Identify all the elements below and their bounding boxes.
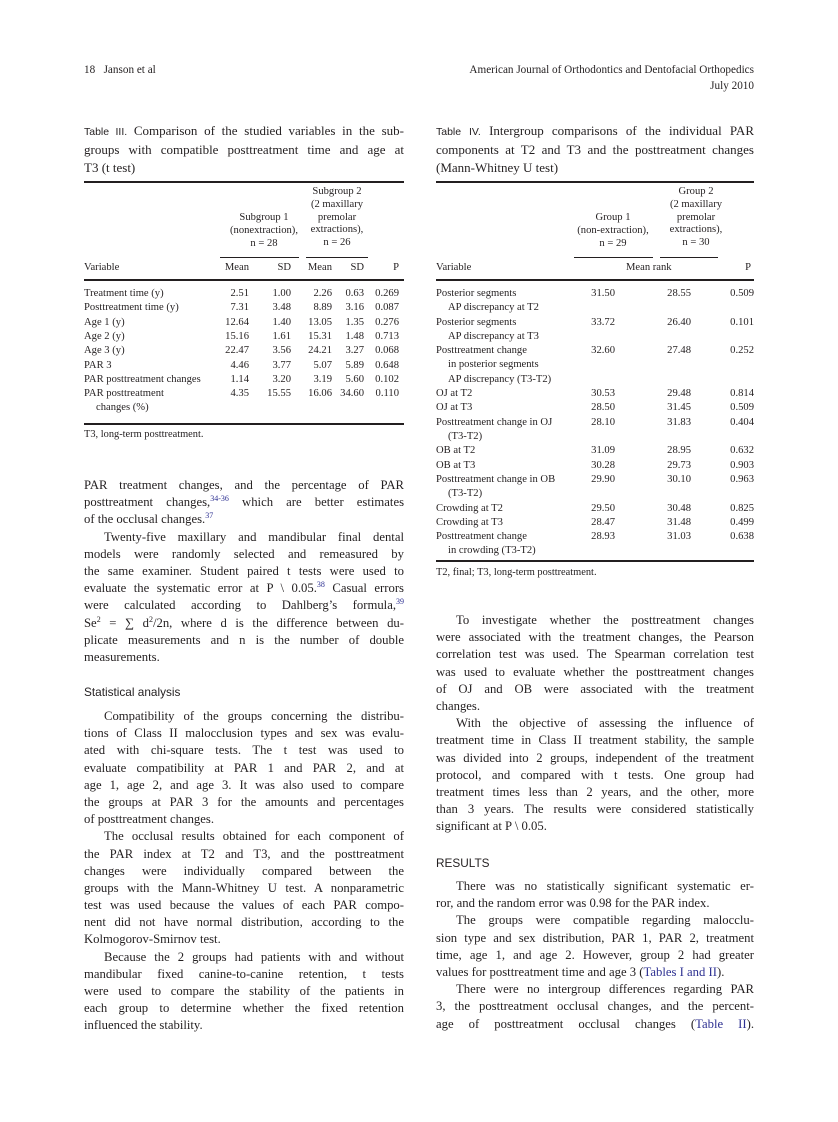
- row-label: OJ at T2: [436, 388, 473, 400]
- cell-sd1: 3.56: [272, 345, 291, 357]
- text-line: Because the 2 groups had patients with and without: [104, 949, 404, 964]
- caption-line: components at T2 and T3 and the posttreatment changes: [436, 141, 754, 157]
- text-line: There were no intergroup differences regarding PAR: [456, 982, 754, 997]
- table-bottom-rule: [436, 560, 754, 562]
- text-line: correlation test was used. The Spearman correlation test: [436, 647, 754, 662]
- row-label: Posttreatment change: [436, 531, 527, 543]
- text-line: was divided into 2 groups, independent of the treatment: [436, 750, 754, 765]
- cell-m2: 3.19: [313, 373, 332, 385]
- text-line: 3, the posttreatment occlusal changes, and the percent-: [436, 999, 754, 1014]
- group1-header: [224, 212, 304, 250]
- cell-group2: 28.95: [667, 445, 691, 457]
- section-heading-results: RESULTS: [436, 856, 490, 870]
- cell-group2: 31.83: [667, 416, 691, 428]
- row-label-continued: (T3-T2): [448, 488, 483, 500]
- caption-line: T3 (t test): [84, 160, 136, 175]
- text-line: the groups at PAR 3 for the amounts and percentages: [84, 794, 404, 809]
- reference-superscript[interactable]: 37: [205, 511, 214, 521]
- table3-footnote: T3, long-term posttreatment.: [84, 429, 204, 440]
- reference-superscript[interactable]: 34-36: [210, 494, 229, 504]
- cell-group1: 30.28: [591, 459, 615, 471]
- cell-sd2: 5.60: [345, 373, 364, 385]
- cell-sd1: 1.00: [272, 288, 291, 299]
- group-header-line: n = 28: [250, 237, 278, 249]
- cell-p: 0.252: [730, 345, 754, 357]
- cell-p: 0.648: [375, 359, 399, 371]
- paragraph: [84, 708, 404, 828]
- text-line: values for posttreatment time and age 3 (Tables I and II).: [436, 964, 725, 979]
- cell-group1: 28.93: [591, 531, 615, 543]
- col-header-variable: Variable: [436, 262, 472, 273]
- col-header-variable: Variable: [84, 262, 120, 273]
- col-header-mean1: Mean: [224, 262, 249, 273]
- text-line: were calculated according to Dahlberg’s formula,$^{39}$: [84, 597, 404, 613]
- group-header-line: n = 29: [599, 237, 627, 249]
- row-label: Posttreatment change: [436, 345, 527, 357]
- cell-group1: 29.50: [591, 502, 615, 514]
- row-label: Crowding at T2: [436, 502, 503, 514]
- cell-group1: 29.90: [591, 473, 615, 485]
- table3-label: Table III.: [84, 126, 128, 138]
- table4-caption: [436, 122, 754, 178]
- text-line: measurements.: [84, 649, 160, 664]
- row-label: Posttreatment change in OJ: [436, 416, 553, 428]
- cell-p: 0.269: [375, 288, 399, 299]
- text-line: With the objective of assessing the influence of: [456, 716, 754, 731]
- cell-p: 0.101: [730, 316, 754, 328]
- text-line: groups with the Mann-Whitney U test. A nonparametric: [84, 880, 404, 895]
- row-label-continued: changes (%): [96, 402, 149, 414]
- cell-group2: 31.45: [667, 402, 691, 414]
- cell-m2: 13.05: [308, 316, 332, 328]
- row-label-continued: in posterior segments: [448, 359, 539, 371]
- cell-m1: 12.64: [225, 316, 249, 328]
- authors: Janson et al: [103, 64, 156, 76]
- text-line: each group to determine whether the fixed retention: [84, 1001, 404, 1016]
- text-line: treatment time in Class II treatment stability, the sample: [436, 733, 754, 748]
- text-line: were used to compare the stability of the patients in: [84, 984, 404, 998]
- table-top-rule: [436, 181, 754, 183]
- row-label: Posttreatment change in OB: [436, 473, 556, 485]
- paragraph: [436, 981, 754, 1033]
- journal-title: American Journal of Orthodontics and Dentofacial Orthopedics: [469, 64, 754, 76]
- cell-p: 0.087: [375, 302, 399, 314]
- cell-group1: 28.50: [591, 402, 615, 414]
- group1-rule: [574, 257, 653, 258]
- text-line: were associated with the treatment changes, the Pearson: [436, 630, 754, 645]
- group-header-line: premolar: [676, 211, 716, 223]
- group-header-line: premolar: [317, 211, 357, 223]
- cell-group1: 28.10: [591, 416, 615, 428]
- text-line: of posttreatment changes.: [84, 812, 215, 827]
- cell-group1: 31.09: [591, 445, 615, 457]
- cell-p: 0.068: [375, 345, 399, 357]
- body-text-left-2: [84, 708, 404, 1035]
- group-header-line: extractions),: [669, 224, 723, 236]
- text-line: ated with chi-square tests. The t test was used to: [84, 743, 404, 758]
- text-line: tions of Class II malocclusion types and sex was evalu-: [84, 726, 404, 741]
- row-label: Posttreatment time (y): [84, 302, 179, 314]
- body-text-right-1: [436, 612, 754, 835]
- cell-m1: 7.31: [230, 302, 249, 314]
- text-line: was used to evaluate whether the posttreatment changes: [436, 664, 754, 679]
- text-line: sion type and sex distribution, PAR 1, PAR 2, treatment: [436, 930, 754, 945]
- cell-group2: 30.10: [667, 473, 691, 485]
- col-header-p: P: [393, 262, 399, 273]
- col-header-mean2: Mean: [307, 262, 332, 273]
- section-heading-statistical-analysis: Statistical analysis: [84, 685, 181, 699]
- cell-m2: 16.06: [308, 388, 332, 400]
- issue-date: July 2010: [710, 80, 754, 92]
- group1-header: [570, 212, 656, 250]
- body-text-left-1: [84, 477, 404, 666]
- text-line: age of posttreatment occlusal changes (Table II).: [436, 1016, 755, 1031]
- paragraph: [436, 878, 754, 912]
- text-line: ror, and the random error was 0.98 for the PAR index.: [436, 896, 710, 911]
- table4-footnote: T2, final; T3, long-term posttreatment.: [436, 567, 597, 578]
- group-header-line: (nonextraction),: [230, 224, 298, 236]
- table-reference-link[interactable]: Tables I and II: [643, 964, 717, 979]
- text-line: changes were individually compared between the: [84, 863, 404, 878]
- group1-rule: [220, 257, 299, 258]
- cell-group1: 33.72: [591, 316, 615, 328]
- cell-m2: 24.21: [308, 345, 332, 357]
- cell-group2: 29.48: [667, 388, 691, 400]
- group-header-line: n = 26: [323, 237, 351, 249]
- group2-header: [660, 186, 732, 250]
- row-label: Crowding at T3: [436, 516, 503, 528]
- text-line: The occlusal results obtained for each component of: [104, 829, 404, 844]
- text-line: mandibular fixed canine-to-canine retention, t tests: [84, 966, 404, 981]
- cell-p: 0.632: [730, 445, 754, 457]
- cell-m1: 4.35: [230, 388, 249, 400]
- table4: [436, 181, 754, 591]
- row-label: OB at T2: [436, 445, 476, 457]
- text-line: significant at P \ 0.05.: [436, 819, 547, 834]
- text-line: protocol, and compared with t tests. One group had: [436, 767, 754, 782]
- superscript: 2: [96, 614, 101, 624]
- row-label: OB at T3: [436, 459, 476, 471]
- cell-group2: 26.40: [667, 316, 691, 328]
- group2-header: [306, 186, 368, 250]
- row-label-continued: (T3-T2): [448, 430, 483, 442]
- row-label: Age 1 (y): [84, 316, 125, 328]
- group2-rule: [306, 257, 368, 258]
- table3: [84, 181, 404, 451]
- text-line: posttreatment changes,$^{34-36}$ which are better estimates: [84, 494, 405, 510]
- text-line: changes.: [436, 698, 481, 713]
- cell-p: 0.499: [730, 516, 754, 528]
- cell-sd2: 1.48: [345, 330, 364, 342]
- reference-superscript[interactable]: 38: [316, 580, 325, 590]
- cell-sd2: 5.89: [345, 359, 364, 371]
- text-line: To investigate whether the posttreatment changes: [456, 613, 754, 627]
- caption-line: groups with compatible posttreatment time and age at: [84, 141, 404, 157]
- group2-rule: [660, 257, 718, 258]
- header-rule: [84, 279, 404, 281]
- body-text-right-2: [436, 878, 754, 1033]
- text-line: plicate measurements and n is the number of double: [84, 632, 404, 647]
- row-label: PAR posttreatment changes: [84, 373, 201, 385]
- row-label-continued: in crowding (T3-T2): [448, 545, 536, 557]
- cell-group1: 30.53: [591, 388, 615, 400]
- group-header-line: (non-extraction),: [577, 224, 649, 236]
- text-line: There was no statistically significant systematic er-: [456, 879, 754, 893]
- running-header-right: [469, 62, 754, 94]
- text-line: Compatibility of the groups concerning the distribu-: [104, 709, 404, 723]
- cell-sd1: 1.61: [272, 330, 291, 342]
- text-line: the same examiner. Student paired t tests were used to: [84, 563, 404, 578]
- group-header-line: Subgroup 2: [312, 186, 362, 197]
- cell-group2: 29.73: [667, 459, 691, 471]
- text-line: influenced the stability.: [84, 1018, 203, 1033]
- cell-p: 0.276: [375, 316, 399, 328]
- paragraph: [84, 529, 404, 667]
- group-header-line: Group 1: [595, 212, 631, 223]
- header-rule: [436, 279, 754, 281]
- paragraph: [84, 477, 404, 529]
- cell-p: 0.713: [375, 330, 399, 342]
- cell-group2: 30.48: [667, 502, 691, 514]
- paragraph: [436, 612, 754, 715]
- text-line: Twenty-five maxillary and mandibular final dental: [104, 529, 404, 544]
- cell-sd1: 3.20: [272, 373, 291, 385]
- cell-group2: 28.55: [667, 288, 691, 299]
- row-label: OJ at T3: [436, 402, 473, 414]
- col-header-sd1: SD: [277, 262, 291, 273]
- paragraph: [436, 912, 754, 981]
- group-header-line: (2 maxillary: [310, 198, 364, 210]
- cell-p: 0.509: [730, 402, 754, 414]
- running-header-left: [84, 62, 156, 78]
- cell-m1: 2.51: [230, 288, 249, 299]
- paragraph: [84, 949, 404, 1035]
- cell-group2: 27.48: [667, 345, 691, 357]
- group-header-line: Group 2: [678, 186, 714, 197]
- row-label: PAR 3: [84, 359, 112, 371]
- text-line: The groups were compatible regarding malocclu-: [456, 913, 754, 928]
- cell-sd2: 3.27: [345, 345, 364, 357]
- cell-m1: 4.46: [230, 359, 249, 371]
- text-line: time, age 1, and age 2. However, group 2 had greater: [436, 947, 754, 962]
- row-label-continued: AP discrepancy at T2: [448, 302, 539, 314]
- table3-caption: [84, 122, 404, 178]
- cell-p: 0.963: [730, 473, 754, 485]
- cell-group2: 31.03: [667, 531, 691, 543]
- text-line: treatment times less than 2 years, and the other, more: [436, 784, 754, 799]
- text-line: evaluate compatibility at PAR 1 and PAR 2, and at: [84, 760, 404, 775]
- caption-line: Comparison of the studied variables in the sub-: [127, 123, 404, 138]
- cell-m2: 8.89: [313, 302, 332, 314]
- text-line: test was used because the values of each PAR compo-: [84, 898, 404, 913]
- cell-p: 0.102: [375, 373, 399, 385]
- cell-m1: 15.16: [225, 330, 249, 342]
- text-line: nent did not have normal distribution, according to the: [84, 915, 404, 930]
- cell-sd2: 34.60: [340, 388, 364, 400]
- row-label: Age 2 (y): [84, 330, 125, 342]
- cell-sd1: 1.40: [272, 316, 291, 328]
- cell-sd2: 0.63: [345, 288, 364, 299]
- cell-sd1: 15.55: [267, 388, 291, 400]
- cell-group1: 32.60: [591, 345, 615, 357]
- text-line: of the occlusal changes.$^{37}$: [84, 511, 214, 527]
- cell-sd2: 1.35: [345, 316, 364, 328]
- group-header-line: extractions),: [310, 224, 364, 236]
- cell-sd1: 3.77: [272, 359, 291, 371]
- col-header-mean-rank: Mean rank: [626, 262, 672, 273]
- table4-label: Table IV.: [436, 126, 481, 138]
- cell-group1: 31.50: [591, 288, 615, 299]
- text-line: PAR treatment changes, and the percentage of PAR: [84, 478, 404, 492]
- text-line: the PAR index at T2 and T3, and the posttreatment: [84, 846, 404, 861]
- cell-p: 0.825: [730, 502, 754, 514]
- cell-m2: 2.26: [313, 288, 332, 299]
- text-line: Kolmogorov-Smirnov test.: [84, 932, 221, 947]
- cell-p: 0.903: [730, 459, 754, 471]
- text-line: $Se^2$ = ∑ $d^2/2n$, where d is the difference between du-: [84, 614, 404, 630]
- cell-m2: 5.07: [313, 359, 332, 371]
- row-label-continued: AP discrepancy at T3: [448, 330, 539, 342]
- group-header-line: n = 30: [682, 237, 710, 249]
- paragraph: [436, 715, 754, 835]
- cell-sd2: 3.16: [345, 302, 364, 314]
- row-label: Treatment time (y): [84, 288, 164, 299]
- caption-line: Intergroup comparisons of the individual PAR: [480, 123, 754, 138]
- col-header-sd2: SD: [350, 262, 364, 273]
- text-line: than 3 years. The results were considered statistically: [436, 802, 754, 817]
- text-line: age 1, age 2, and age 3. It was also used to compare: [84, 777, 404, 792]
- superscript: 2: [148, 614, 153, 624]
- text-line: evaluate the systematic error at P \ 0.05.38 Casual errors: [84, 580, 404, 596]
- group-header-line: (2 maxillary: [669, 198, 723, 210]
- cell-m1: 1.14: [230, 373, 249, 385]
- text-line: of OJ and OB were associated with the treatment: [436, 681, 754, 696]
- reference-superscript[interactable]: 39: [396, 597, 404, 607]
- cell-m2: 15.31: [308, 330, 332, 342]
- page-number: 18: [84, 64, 96, 76]
- cell-m1: 22.47: [225, 345, 249, 357]
- row-label: Posterior segments: [436, 288, 517, 299]
- cell-sd1: 3.48: [272, 302, 291, 314]
- table-top-rule: [84, 181, 404, 183]
- table-reference-link[interactable]: Table II: [695, 1016, 747, 1031]
- text-line: models were randomly selected and remeasured by: [84, 546, 404, 561]
- cell-p: 0.110: [375, 388, 399, 400]
- cell-p: 0.638: [730, 531, 754, 543]
- cell-p: 0.814: [730, 388, 754, 400]
- row-label: Posterior segments: [436, 316, 517, 328]
- col-header-p: P: [745, 262, 751, 273]
- row-label-continued: AP discrepancy (T3-T2): [448, 373, 552, 385]
- caption-line: (Mann-Whitney U test): [436, 160, 559, 175]
- row-label: Age 3 (y): [84, 345, 125, 357]
- cell-group2: 31.48: [667, 516, 691, 528]
- table-bottom-rule: [84, 423, 404, 425]
- paragraph: [84, 828, 404, 948]
- cell-group1: 28.47: [591, 516, 615, 528]
- cell-p: 0.509: [730, 288, 754, 299]
- cell-p: 0.404: [730, 416, 754, 428]
- row-label: PAR posttreatment: [84, 388, 164, 400]
- group-header-line: Subgroup 1: [239, 212, 289, 223]
